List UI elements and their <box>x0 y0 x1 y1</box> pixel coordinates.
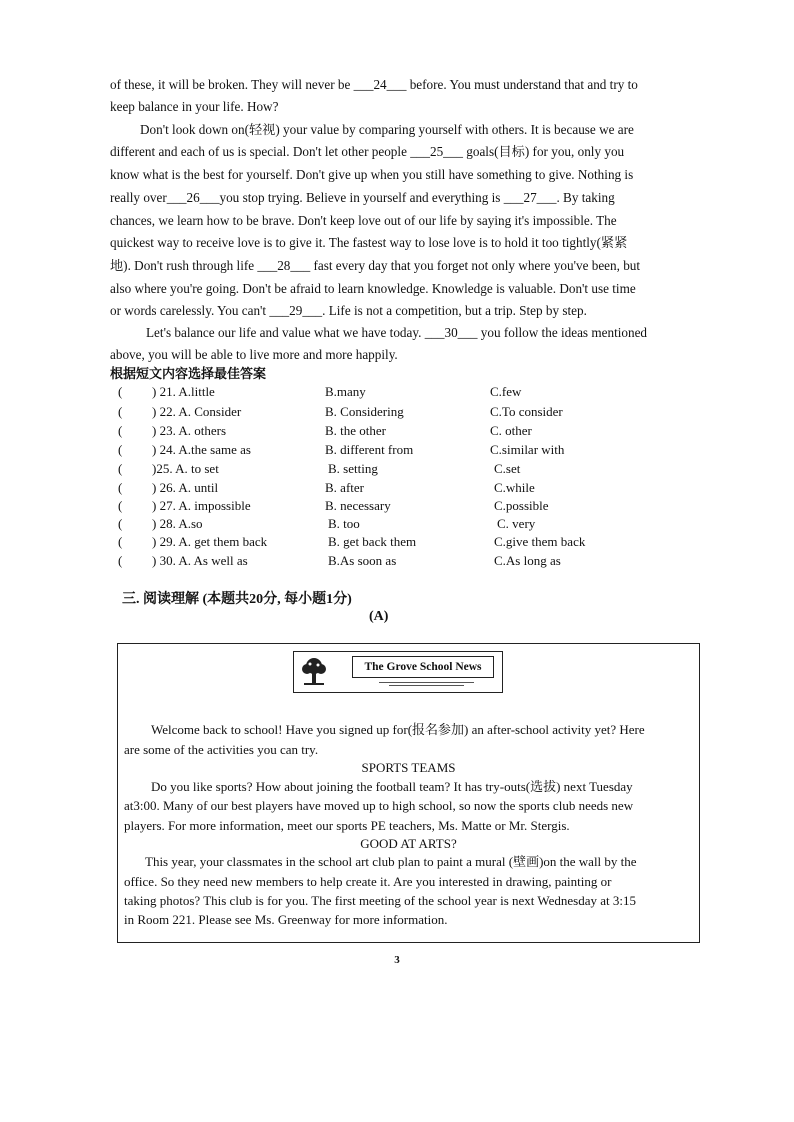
part-label: (A) <box>369 609 389 624</box>
answer-paren[interactable]: ( <box>118 498 123 513</box>
news-banner-title: The Grove School News <box>352 656 494 678</box>
option-a: ) 30. A. As well as <box>152 553 248 568</box>
section-title: 三. 阅读理解 (本题共20分, 每小题1分) <box>122 592 352 607</box>
option-b: B.As soon as <box>328 553 397 568</box>
arts-line-4: in Room 221. Please see Ms. Greenway for more information. <box>124 912 448 927</box>
passage-line-10: also where you're going. Don't be afraid to learn knowledge. Knowledge is valuable. Don't use time <box>110 281 636 296</box>
option-a: ) 23. A. others <box>152 423 227 438</box>
option-a: ) 22. A. Consider <box>152 404 242 419</box>
option-c: C. very <box>497 516 536 531</box>
answer-paren[interactable]: ( <box>118 516 123 531</box>
option-c: C.while <box>494 480 535 495</box>
news-banner <box>293 651 503 693</box>
passage-line-12: Let's balance our life and value what we have today. ___30___ you follow the ideas mentioned <box>146 325 648 340</box>
passage-line-3: Don't look down on(轻视) your value by comparing yourself with others. It is because we are <box>140 122 634 137</box>
option-a: ) 28. A.so <box>152 516 203 531</box>
sports-line-1: Do you like sports? How about joining the football team? It has try-outs(选拔) next Tuesday <box>151 779 633 794</box>
answer-paren[interactable]: ( <box>118 480 123 495</box>
passage-line-6: really over___26___you stop trying. Believe in yourself and everything is ___27___. By taking <box>110 190 615 205</box>
option-b: B. get back them <box>328 534 417 549</box>
news-intro-line-1: Welcome back to school! Have you signed up for(报名参加) an after-school activity yet? Here <box>151 722 645 737</box>
sports-line-3: players. For more information, meet our sports PE teachers, Ms. Matte or Mr. Stergis. <box>124 818 570 833</box>
sports-line-2: at3:00. Many of our best players have moved up to high school, so now the sports club needs new <box>124 798 634 813</box>
instruction: 根据短文内容选择最佳答案 <box>110 366 267 381</box>
tree-logo-icon <box>298 656 330 688</box>
option-b: B. the other <box>325 423 387 438</box>
news-intro-line-2: are some of the activities you can try. <box>124 742 319 757</box>
option-b: B. too <box>328 516 360 531</box>
option-c: C.set <box>494 461 521 476</box>
answer-paren[interactable]: ( <box>118 384 123 399</box>
option-b: B. after <box>325 480 364 495</box>
answer-paren[interactable]: ( <box>118 423 123 438</box>
answer-paren[interactable]: ( <box>118 461 123 476</box>
answer-paren[interactable]: ( <box>118 442 123 457</box>
sports-heading: SPORTS TEAMS <box>361 760 456 775</box>
option-a: ) 24. A.the same as <box>152 442 251 457</box>
passage-line-7: chances, we learn how to be brave. Don't keep love out of our life by saying it's impossible. The <box>110 213 617 228</box>
passage-line-4: different and each of us is special. Don't let other people ___25___ goals(目标) for you, only you <box>110 144 625 159</box>
passage-line-9: 地). Don't rush through life ___28___ fast every day that you forget not only where you've been, but <box>110 258 641 273</box>
option-a: ) 26. A. until <box>152 480 219 495</box>
option-b: B. Considering <box>325 404 404 419</box>
arts-line-1: This year, your classmates in the school art club plan to paint a mural (壁画)on the wall by the <box>145 854 637 869</box>
banner-fine-print <box>379 681 474 687</box>
option-a: ) 27. A. impossible <box>152 498 251 513</box>
arts-line-2: office. So they need new members to help create it. Are you interested in drawing, painting or <box>124 874 612 889</box>
arts-heading: GOOD AT ARTS? <box>360 836 457 851</box>
option-c: C.To consider <box>490 404 563 419</box>
option-c: C. other <box>490 423 532 438</box>
option-c: C.similar with <box>490 442 565 457</box>
option-a: ) 29. A. get them back <box>152 534 268 549</box>
option-a: )25. A. to set <box>152 461 219 476</box>
passage-line-8: quickest way to receive love is to give it. The fastest way to lose love is to hold it too tightly(紧紧 <box>110 235 628 250</box>
option-c: C.As long as <box>494 553 561 568</box>
answer-paren[interactable]: ( <box>118 553 123 568</box>
passage-line-13: above, you will be able to live more and more happily. <box>110 347 398 362</box>
passage-line-2: keep balance in your life. How? <box>110 99 279 114</box>
option-c: C.possible <box>494 498 549 513</box>
passage-line-1: of these, it will be broken. They will never be ___24___ before. You must understand that and try to <box>110 77 638 92</box>
arts-line-3: taking photos? This club is for you. The first meeting of the school year is next Wednesday at 3:15 <box>124 893 636 908</box>
option-c: C.give them back <box>494 534 586 549</box>
answer-paren[interactable]: ( <box>118 404 123 419</box>
option-a: ) 21. A.little <box>152 384 215 399</box>
passage-line-11: or words carelessly. You can't ___29___. Life is not a competition, but a trip. Step by step. <box>110 303 587 318</box>
passage-line-5: know what is the best for yourself. Don't give up when you still have something to give. Nothing is <box>110 167 634 182</box>
answer-paren[interactable]: ( <box>118 534 123 549</box>
option-c: C.few <box>490 384 522 399</box>
option-b: B. different from <box>325 442 414 457</box>
option-b: B. necessary <box>325 498 391 513</box>
option-b: B. setting <box>328 461 378 476</box>
option-b: B.many <box>325 384 366 399</box>
page-number: 3 <box>394 954 400 966</box>
